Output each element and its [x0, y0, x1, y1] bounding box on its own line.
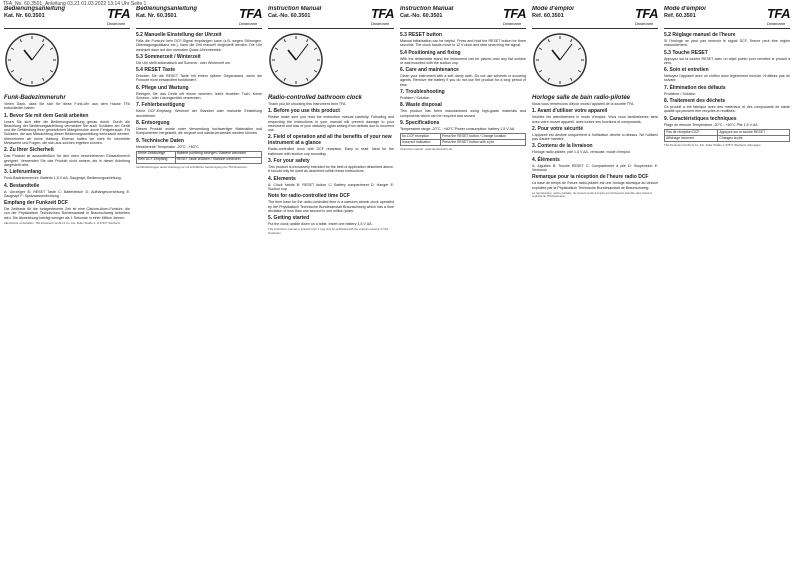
troubleshooting-table	[400, 133, 526, 146]
table-cell: Incorrect indication	[401, 140, 441, 146]
section-heading: 3. For your safety	[268, 158, 310, 165]
catalog-number: Kat. Nr. 60.3501	[4, 13, 45, 19]
clock-illustration	[532, 32, 588, 88]
catalog-number: Réf. 60.3501	[664, 13, 696, 19]
table-cell: Pas de réception DCF	[665, 129, 718, 135]
section-text: This product is exclusively intended for the field of application described above. It should only be used as described within these instructions.	[268, 165, 394, 174]
section-heading: 5.2 Réglage manuel de l'heure	[664, 32, 736, 38]
tfa-logo: TFA Dostmann	[766, 6, 790, 26]
section-heading: 2. Pour votre sécurité	[532, 125, 584, 132]
section-text: Nettoyez l'appareil avec un chiffon doux légèrement humide. N'utilisez pas de solvant.	[664, 74, 790, 83]
tfa-logo: TFA Dostmann	[238, 6, 262, 26]
table-cell: Keine Zeitanzeige	[137, 151, 176, 157]
section-text: Keine DCF-Empfang: Wechsel der Standort oder manuelle Einstellung durchführen.	[136, 109, 262, 118]
section-heading: 9. Caractéristiques techniques	[664, 115, 737, 122]
section-text: Plage de mesure Température -20°C...+60°C Pile 1,5 V AA	[664, 122, 758, 127]
section-heading: 9. Specifications	[400, 119, 440, 126]
section-text: Die Uhr stellt automatisch auf Sommer- oder Winterzeit um.	[136, 60, 231, 65]
column-header	[268, 6, 394, 29]
clock-illustration	[268, 32, 324, 88]
section-heading: 6. Pflege und Wartung	[136, 84, 189, 91]
section-heading: 7. Troubleshooting	[400, 89, 445, 96]
section-heading: 7. Élimination des défauts	[664, 84, 726, 91]
column-header	[400, 6, 526, 29]
section-heading: 3. Lieferumfang	[4, 169, 42, 176]
table-row	[137, 157, 262, 163]
column-header	[664, 6, 790, 29]
manual-title: Mode d'emploi	[532, 6, 574, 12]
section-text: Reinigen Sie das Gerät mit einem weichen, leicht feuchten Tuch. Keine Scheuer- oder Lösungsmittel verwenden.	[136, 91, 262, 101]
intro-text: Nous vous remercions d'avoir choisi l'appareil de la société TFA.	[532, 102, 635, 106]
section-text: Die Zeitbasis für die funkgesteuerte Zeit ist eine Cäsium-Atom-Funkuhr, die von der Physikalisch Technischen Bundesanstalt in Braunschweig betrieben wird. Die Abweichung beträgt weniger als 1 Sekunde in einer Million Jahren.	[4, 207, 130, 220]
product-name: Funk-Badezimmeruhr	[4, 95, 66, 101]
troubleshooting-table	[136, 151, 262, 164]
manual-title: Instruction Manual	[400, 6, 454, 12]
section-heading: 1. Before you use this product	[268, 108, 340, 115]
header-titles	[400, 6, 453, 20]
tfa-logo-tagline: Dostmann	[106, 21, 126, 26]
section-heading: 5.3 RESET button	[400, 32, 442, 38]
legal-note: Alle Rechte vorbehalten. TFA Dostmann GmbH & Co. KG, Zeller Straße 2, D-97877 Wertheim	[4, 221, 121, 226]
section-heading: 1. Avant d'utiliser votre appareil	[532, 108, 608, 115]
troubleshooting-table	[664, 129, 790, 142]
manual-column	[532, 6, 658, 582]
section-heading: 5.3 Sommerzeit / Winterzeit	[136, 53, 201, 60]
header-titles	[4, 6, 65, 20]
table-cell: Changez la pile	[718, 135, 790, 141]
file-header: TFA_No. 60.3501_Anleitung 03.21 01.03.2022 13:14 Uhr Seite 1	[3, 1, 147, 7]
section-heading: 4. Elements	[268, 175, 296, 182]
section-text: Ce produit a été fabriqué avec des matériaux et des composants de haute qualité qui peuvent être recyclés et réutilisés.	[664, 105, 790, 114]
section-text: A: Clock hands B: RESET button C: Battery compartment D: Hanger E: Suction cup	[268, 182, 394, 191]
manual-title: Mode d'emploi	[664, 6, 706, 12]
section-heading: 7. Fehlerbeseitigung	[136, 102, 185, 109]
section-text: Please make sure you read the instruction manual carefully. Following and respecting the instructions in your manual will prevent damage to your instrument and loss of your statutory rights arising from defects due to incorrect use.	[268, 115, 394, 133]
section-heading: Remarque pour la réception de l'heure radio DCF	[532, 174, 649, 181]
section-text: Dieses Produkt wurde unter Verwendung hochwertiger Materialien und Komponenten hergestellt, die recycelt und wiederverwendet werden können.	[136, 126, 262, 136]
section-text: Appuyez sur la touche RESET avec un objet pointu pour remettre le produit à zéro.	[664, 56, 790, 65]
legal-note: This instruction manual or extracts from it may only be published with the express consent of TFA Dostmann.	[268, 227, 389, 235]
tfa-logo: TFA Dostmann	[634, 6, 658, 26]
section-text: This product has been manufactured using high-grade materials and components which can be recycled and reused.	[400, 109, 526, 118]
table-cell: Appuyez sur la touche RESET	[718, 129, 790, 135]
section-text: The time base for the radio-controlled time is a caesium atomic clock operated by the Physikalisch Technische Bundesanstalt Braunschweig which has a time deviation of less than one second in one million years.	[268, 200, 394, 213]
section-text: La base de temps de l'heure radio-pilotée est une horloge atomique au césium exploitée par la Physikalisch Technische Bundesanstalt de Braunschweig.	[532, 181, 658, 190]
intro-text: Vielen Dank, dass Sie sich für diese Funk-Uhr aus dem Hause TFA entschieden haben.	[4, 102, 130, 111]
section-text: L'appareil est destiné uniquement à l'utilisation décrite ci-dessus. Ne l'utilisez pas d'autre manière.	[532, 132, 658, 142]
tfa-logo: TFA Dostmann	[370, 6, 394, 26]
section-heading: 8. Traitement des déchets	[664, 98, 726, 105]
section-heading: Empfang der Funkzeit DCF	[4, 200, 68, 207]
manual-column	[4, 6, 130, 582]
legal-note: TFA Dostmann GmbH & Co. KG, Zeller Straße 2, 97877 Wertheim, Allemagne	[664, 142, 761, 147]
section-heading: 3. Contenu de la livraison	[532, 143, 593, 150]
table-cell: Affichage incorrect	[665, 135, 718, 141]
table-row	[665, 135, 790, 141]
table-row	[401, 140, 526, 146]
product-name: Horloge salle de bain radio-pilotée	[532, 95, 631, 101]
section-heading: 4. Bestandteile	[4, 182, 40, 189]
table-cell: Batterie polrichtig einlegen / Batterie wechseln	[175, 151, 261, 157]
section-text: Problem / Solution	[400, 96, 430, 101]
section-text: Put the clock upside down on a table. Insert one battery 1.5 V AA.	[268, 222, 373, 227]
section-heading: 5.2 Manuelle Einstellung der Uhrzeit	[136, 32, 222, 38]
legal-note: Veröffentlichungen dieser Anleitung nur mit schriftlicher Genehmigung von TFA Dostmann.	[136, 164, 248, 169]
section-text: A: Aiguilles B: Touche RESET C: Compartiment à pile D: Suspension E: Ventouse	[532, 163, 658, 173]
section-text: Problème / Solution	[664, 91, 696, 96]
catalog-number: Cat.-No. 60.3501	[268, 13, 311, 19]
section-text: Si l'horloge ne peut pas recevoir le signal DCF, l'heure peut être réglée manuellement.	[664, 39, 790, 48]
section-heading: 1. Bevor Sie mit dem Gerät arbeiten	[4, 112, 89, 119]
section-heading: 5.3 Touche RESET	[664, 49, 708, 56]
section-heading: 4. Éléments	[532, 156, 560, 163]
section-heading: 6. Soin et entretien	[664, 67, 709, 74]
section-text: Manual initialisation can be helpful. Press and hold the RESET button for three seconds. The clock hands move to 12 o'clock and start searching the signal.	[400, 39, 526, 48]
section-text: Radio-controlled clock with DCF reception. Easy to read. Ideal for the bathroom with suction cup mounting.	[268, 147, 394, 156]
header-titles	[532, 6, 574, 20]
header-titles	[136, 6, 197, 20]
section-text: Falls die Funkuhr kein DCF-Signal empfangen kann (z.B. wegen Störungen, Übertragungsdistanz etc.), kann die Zeit manuell eingestellt werden. Die Uhr wechselt dann auf den normalen Quarz-Uhrenbetrieb.	[136, 39, 262, 52]
section-heading: 2. Field of operation and all the benefits of your new instrument at a glance	[268, 134, 392, 147]
section-text: Veuillez lire attentivement le mode d'emploi. Vous vous familiariserez ainsi avec votre nouvel appareil, avec toutes ses fonctions et composants.	[532, 115, 658, 124]
section-text: Temperature range -20°C...+60°C Power consumption: battery 1.5 V AA	[400, 126, 515, 131]
section-text: Clean your instrument with a soft damp cloth. Do not use solvents or scouring agents. Remove the battery if you do not use the product for a long period of time.	[400, 74, 526, 87]
intro-text: Thank you for choosing this instrument from TFA.	[268, 102, 347, 106]
table-cell: RESET Taste drücken / Standort wechseln	[175, 157, 261, 163]
table-cell: Press the RESET button / Change location	[440, 134, 525, 140]
column-header	[4, 6, 130, 29]
header-titles	[268, 6, 321, 20]
section-heading: 8. Entsorgung	[136, 119, 170, 126]
manual-column	[136, 6, 262, 582]
manual-column	[268, 6, 394, 582]
section-heading: 9. Technische Daten	[136, 137, 184, 144]
section-text: Drücken Sie die RESET Taste mit einem spitzen Gegenstand, wenn die Funkuhr nicht einwandfrei funktioniert.	[136, 74, 262, 83]
catalog-number: Réf. 60.3501	[532, 13, 564, 19]
catalog-number: Cat.-No. 60.3501	[400, 13, 443, 19]
section-heading: 5.4 RESET Taste	[136, 67, 176, 74]
manual-column	[664, 6, 790, 582]
section-text: Funk-Badezimmeruhr, Batterie 1,5 V AA, Saugnapf, Bedienungsanleitung.	[4, 176, 122, 181]
manual-column	[400, 6, 526, 582]
section-heading: 5. Getting started	[268, 215, 310, 222]
section-heading: 2. Zu Ihrer Sicherheit	[4, 147, 54, 154]
legal-note: La reproduction, même partielle, du présent mode d'emploi est strictement interdite sans l'accord explicite de TFA Dostmann.	[532, 190, 652, 199]
clock-illustration	[4, 32, 60, 88]
catalog-number: Kat. Nr. 60.3501	[136, 13, 177, 19]
manual-title: Bedienungsanleitung	[4, 6, 66, 12]
section-heading: 6. Care and maintenance	[400, 67, 459, 74]
manual-title: Bedienungsanleitung	[136, 6, 198, 12]
table-cell: No DCF reception	[401, 134, 441, 140]
manual-title: Instruction Manual	[268, 6, 322, 12]
column-header	[136, 6, 262, 29]
tfa-logo-tagline: Dostmann	[766, 21, 786, 26]
header-titles	[664, 6, 706, 20]
product-name: Radio-controlled bathroom clock	[268, 95, 363, 101]
section-text: Messbereich Temperatur -20°C...+60°C	[136, 144, 199, 149]
section-heading: 8. Waste disposal	[400, 102, 442, 109]
tfa-logo-tagline: Dostmann	[238, 21, 258, 26]
tfa-logo: TFA Dostmann	[106, 6, 130, 26]
tfa-logo-tagline: Dostmann	[634, 21, 654, 26]
tfa-logo-tagline: Dostmann	[370, 21, 390, 26]
tfa-logo-tagline: Dostmann	[502, 21, 522, 26]
table-cell: Kein DCF-Empfang	[137, 157, 176, 163]
section-heading: 5.4 Positioning and fixing	[400, 49, 461, 56]
tfa-logo: TFA Dostmann	[502, 6, 526, 26]
section-text: Lesen Sie sich bitte die Bedienungsanleitung genau durch. Durch die Beachtung der Bedienungsanleitung vermeiden Sie auch Schäden am Gerät und die Gefährdung Ihrer gesetzlichen Mängelrechte durch Fehlgebrauch. Für Schäden, die aus Missachtung dieser Bedienungsanleitung verursacht werden, übernehmen wir keine Haftung. Ebenso haften wir nicht für inkorrekte Messwerte und Folgen, die sich aus solchen ergeben können.	[4, 119, 130, 146]
section-text: A: Uhrzeiger B: RESET Taste C: Batteriefach D: Aufhängevorrichtung E: Saugnapf F: Spritzwasserdichtung	[4, 189, 130, 198]
section-text: With the detachable stand the instrument can be placed onto any flat surface or wall mounted with the suction cup.	[400, 56, 526, 65]
section-heading: Note for radio-controlled time DCF	[268, 193, 350, 200]
legal-note: Instruction manual · www.tfa-dostmann.de	[400, 147, 453, 152]
section-text: Das Produkt ist ausschließlich für den oben beschriebenen Einsatzbereich geeignet. Verwenden Sie das Produkt nicht anders, als in dieser Anleitung dargestellt wird.	[4, 154, 130, 167]
section-text: Horloge radio-pilotée, pile 1,5 V AA, ventouse, mode d'emploi.	[532, 150, 631, 155]
table-cell: Press the RESET button with a pin	[440, 140, 525, 146]
column-header	[532, 6, 658, 29]
